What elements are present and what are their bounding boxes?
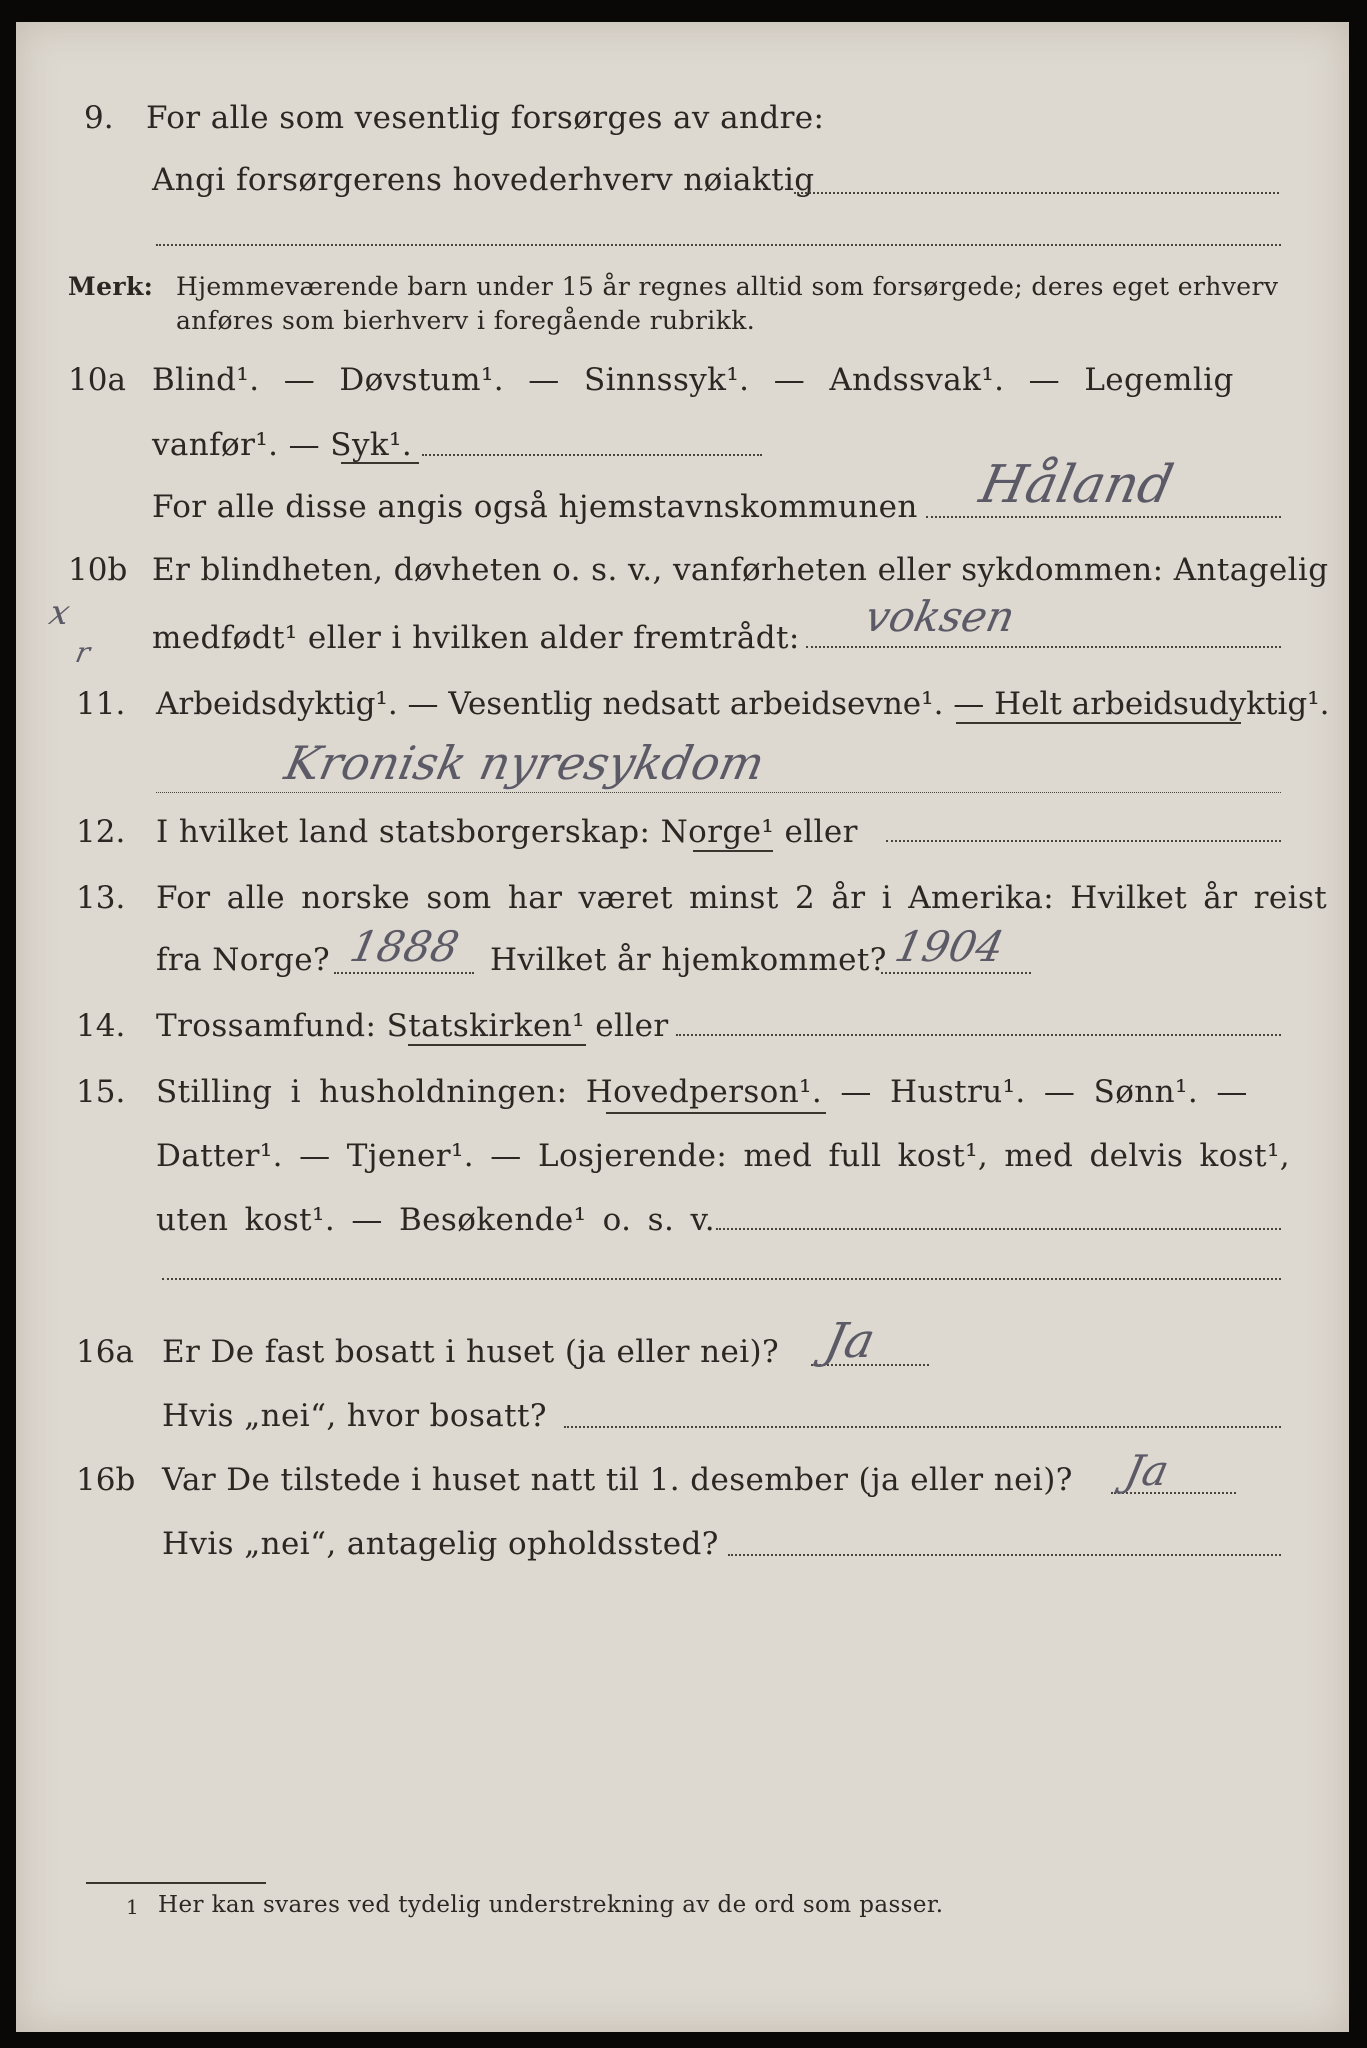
q15-answer-line-2 bbox=[162, 1278, 1281, 1280]
q16a-bosatt-line bbox=[564, 1426, 1281, 1428]
q16b-opholdssted-line bbox=[728, 1554, 1281, 1556]
q16a-number: 16a bbox=[76, 1334, 134, 1370]
q12-answer-line bbox=[886, 840, 1281, 842]
merk-line2: anføres som bierhverv i foregående rubrikk. bbox=[176, 306, 756, 335]
q12-line1: I hvilket land statsborgerskap: Norge¹ eller bbox=[156, 814, 858, 850]
footnote-mark: 1 bbox=[126, 1895, 140, 1919]
q10b-answer-line bbox=[806, 646, 1281, 648]
merk-label: Merk: bbox=[68, 272, 154, 301]
q13-line1: For alle norske som har været minst 2 år i Amerika: Hvilket år reist bbox=[156, 880, 1328, 916]
q11-answer: Kronisk nyresykdom bbox=[280, 736, 770, 790]
q13-reist-line bbox=[334, 972, 474, 974]
q15-line2: Datter¹. — Tjener¹. — Losjerende: med full kost¹, med delvis kost¹, bbox=[156, 1138, 1291, 1174]
hjemstavn-answer: Håland bbox=[974, 455, 1179, 515]
q10b-answer: voksen bbox=[860, 592, 1020, 641]
norge-underline bbox=[693, 850, 773, 852]
q15-line3: uten kost¹. — Besøkende¹ o. s. v. bbox=[156, 1202, 715, 1238]
q9-answer-line-2 bbox=[156, 244, 1281, 246]
q13-hjem-line bbox=[881, 972, 1031, 974]
q16a-line2: Hvis „nei“, hvor bosatt? bbox=[162, 1398, 547, 1434]
q16b-line2: Hvis „nei“, antagelig opholdssted? bbox=[162, 1526, 719, 1562]
q13-line2a: fra Norge? bbox=[156, 942, 331, 978]
statskirken-underline bbox=[408, 1044, 586, 1046]
q14-line1: Trossamfund: Statskirken¹ eller bbox=[156, 1008, 669, 1044]
q10a-hjemstavn-line bbox=[926, 516, 1281, 518]
footnote-rule bbox=[86, 1882, 266, 1884]
q13-answer-hjem: 1904 bbox=[890, 922, 1009, 971]
q10a-line1: Blind¹. — Døvstum¹. — Sinnssyk¹. — Andssvak¹. — Legemlig bbox=[152, 362, 1234, 398]
q13-line2b: Hvilket år hjemkommet? bbox=[490, 942, 887, 978]
q16b-answer: Ja bbox=[1120, 1446, 1174, 1495]
q13-number: 13. bbox=[76, 880, 126, 916]
q10b-number: 10b bbox=[68, 552, 128, 588]
q11-answer-line bbox=[156, 792, 1281, 793]
q16b-line1: Var De tilstede i huset natt til 1. desember (ja eller nei)? bbox=[162, 1462, 1073, 1498]
q9-number: 9. bbox=[84, 100, 114, 136]
syk-underline bbox=[341, 462, 419, 464]
q15-answer-line bbox=[716, 1228, 1281, 1230]
q15-line1: Stilling i husholdningen: Hovedperson¹. — Hustru¹. — Sønn¹. — bbox=[156, 1074, 1248, 1110]
q13-answer-reist: 1888 bbox=[345, 922, 464, 971]
footnote-text: Her kan svares ved tydelig understrekning av de ord som passer. bbox=[158, 1892, 944, 1918]
q11-line1: Arbeidsdyktig¹. — Vesentlig nedsatt arbeidsevne¹. — Helt arbeidsudyktig¹. bbox=[156, 686, 1330, 722]
merk-line1: Hjemmeværende barn under 15 år regnes alltid som forsørgede; deres eget erhverv bbox=[176, 272, 1279, 301]
q15-number: 15. bbox=[76, 1074, 126, 1110]
q16a-answer: Ja bbox=[820, 1313, 880, 1369]
q14-answer-line bbox=[676, 1034, 1281, 1036]
q10b-line1: Er blindheten, døvheten o. s. v., vanførheten eller sykdommen: Antagelig bbox=[152, 552, 1329, 588]
q11-number: 11. bbox=[76, 686, 126, 722]
q10b-line2: medfødt¹ eller i hvilken alder fremtrådt: bbox=[152, 620, 800, 656]
q9-line1: For alle som vesentlig forsørges av andre: bbox=[146, 100, 825, 136]
q9-answer-line bbox=[794, 192, 1279, 194]
q10a-syk-line bbox=[422, 454, 762, 456]
q10b-margin-mark-2: r bbox=[72, 636, 94, 669]
census-form-page bbox=[16, 22, 1349, 2032]
q9-line2: Angi forsørgerens hovederhverv nøiaktig bbox=[152, 162, 815, 198]
helt-arbeidsudyktig-underline bbox=[956, 722, 1241, 724]
q16b-number: 16b bbox=[76, 1462, 136, 1498]
q14-number: 14. bbox=[76, 1008, 126, 1044]
q12-number: 12. bbox=[76, 814, 126, 850]
q10a-line2: vanfør¹. — Syk¹. bbox=[152, 427, 413, 463]
q10a-line3: For alle disse angis også hjemstavnskommunen bbox=[152, 489, 918, 525]
q10b-margin-mark: x bbox=[45, 593, 74, 633]
q16a-line1: Er De fast bosatt i huset (ja eller nei)? bbox=[162, 1334, 780, 1370]
q10a-number: 10a bbox=[68, 362, 126, 398]
hovedperson-underline bbox=[606, 1112, 826, 1114]
